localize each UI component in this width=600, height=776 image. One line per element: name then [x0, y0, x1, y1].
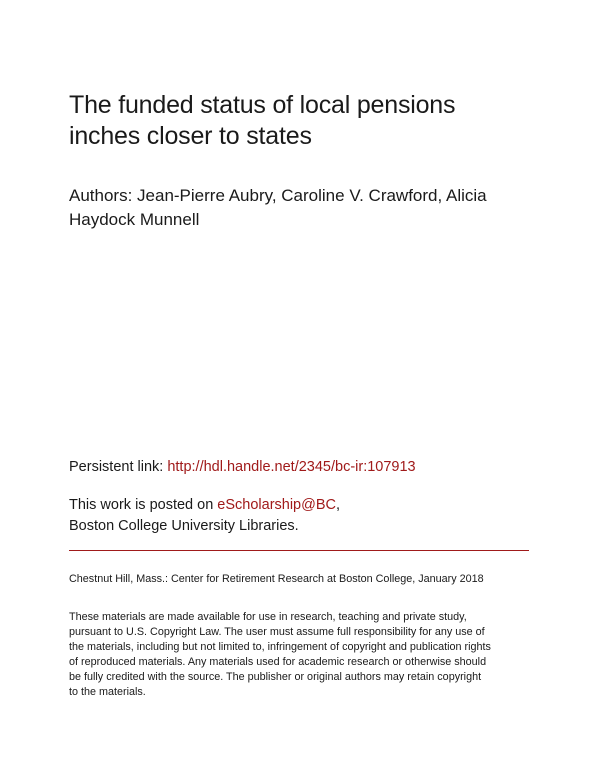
escholarship-link[interactable]: eScholarship@BC — [217, 497, 336, 513]
posted-suffix: , — [336, 497, 341, 513]
notice-line: These materials are made available for use in research, teaching and private study, — [69, 611, 467, 623]
notice-line: of reproduced materials. Any materials used for academic research or otherwise should — [69, 656, 487, 668]
posted-prefix: This work is posted on — [69, 497, 218, 513]
notice-line: to the materials. — [69, 686, 146, 698]
persistent-link-label: Persistent link: — [69, 459, 168, 475]
notice-line: be fully credited with the source. The publisher or original authors may retain copyright — [69, 671, 482, 683]
posted-statement — [69, 495, 539, 537]
document-title — [69, 90, 539, 152]
citation: Chestnut Hill, Mass.: Center for Retirement Research at Boston College, January 2018 — [69, 573, 484, 585]
posted-line-1 — [69, 495, 539, 516]
divider-rule — [69, 550, 529, 551]
title-line-1: The funded status of local pensions — [69, 91, 456, 119]
authors-line-1: Authors: Jean-Pierre Aubry, Caroline V. Crawford, Alicia — [69, 186, 487, 205]
authors-line-2: Haydock Munnell — [69, 210, 200, 229]
authors — [69, 184, 539, 232]
copyright-notice — [69, 610, 539, 700]
title-line-2: inches closer to states — [69, 122, 312, 150]
persistent-link-row — [69, 457, 539, 477]
notice-line: the materials, including but not limited to, infringement of copyright and publication rights — [69, 641, 491, 653]
notice-line: pursuant to U.S. Copyright Law. The user must assume full responsibility for any use of — [69, 626, 485, 638]
persistent-link[interactable]: http://hdl.handle.net/2345/bc-ir:107913 — [167, 459, 416, 475]
posted-line-2: Boston College University Libraries. — [69, 518, 299, 534]
